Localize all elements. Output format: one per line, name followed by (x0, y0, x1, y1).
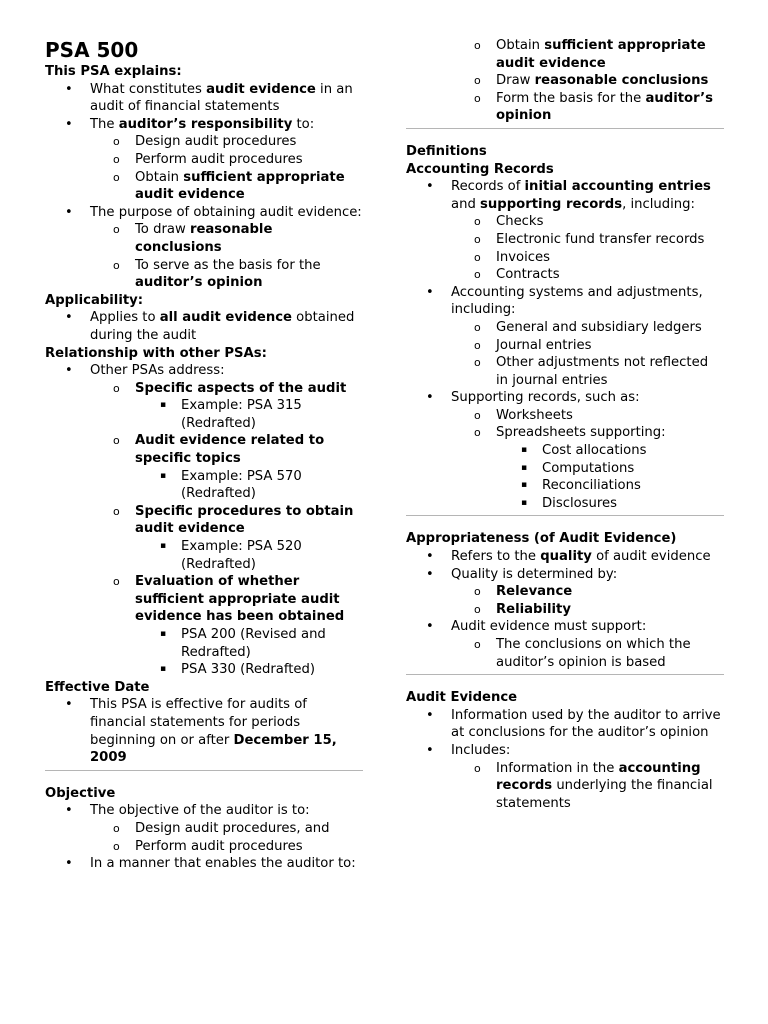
list-item: o Information in the accounting records underlying the financial statements (474, 760, 713, 811)
list-item: o Evaluation of whether sufficient appropriate audit evidence has been obtained (113, 574, 345, 625)
list-item: o Obtain sufficient appropriate audit evidence (474, 38, 706, 71)
list-item: • Applies to all audit evidence obtained during the audit (65, 310, 355, 343)
bullet-circle: o (474, 426, 481, 440)
bullet-square: ▪ (160, 629, 167, 639)
bullet-circle: o (113, 839, 120, 853)
list-item: ▪ Example: PSA 315 (Redrafted) (160, 398, 302, 431)
bullet-dot: • (426, 284, 434, 300)
list-item: • Information used by the auditor to arrive at conclusions for the auditor’s opinion (426, 707, 721, 741)
objective-heading: Objective (45, 785, 116, 801)
list-item: o Worksheets (474, 407, 573, 423)
list-item: o Perform audit procedures (113, 838, 303, 854)
bullet-circle: o (113, 258, 120, 272)
list-item: • Supporting records, such as: (426, 390, 640, 406)
right-column (406, 37, 724, 812)
bullet-circle: o (113, 381, 120, 395)
bullet-square: ▪ (160, 400, 167, 411)
accounting-records-heading: Accounting Records (406, 161, 554, 177)
list-item: o Obtain sufficient appropriate audit evidence (113, 169, 345, 203)
bullet-square: ▪ (521, 480, 528, 491)
list-item: • Includes: (426, 742, 511, 758)
bullet-circle: o (474, 761, 481, 775)
bullet-dot: • (426, 619, 434, 635)
applicability-heading: Applicability: (45, 292, 144, 308)
bullet-circle: o (474, 232, 481, 246)
list-item: o Other adjustments not reflected in journal entries (474, 355, 709, 388)
list-item: o Electronic fund transfer records (474, 231, 705, 247)
list-item: • In a manner that enables the auditor to: (65, 856, 356, 872)
list-item: ▪ Disclosures (521, 495, 618, 511)
bullet-square: ▪ (521, 445, 528, 456)
list-item: • This PSA is effective for audits of financial statements for periods beginning on or after December 15, 2009 (65, 697, 337, 766)
bullet-dot: • (426, 742, 434, 758)
bullet-circle: o (474, 338, 481, 352)
list-item: o Form the basis for the auditor’s opinion (474, 90, 713, 124)
list-item: • Quality is determined by: (426, 566, 618, 582)
section-divider (45, 770, 363, 771)
bullet-dot: • (65, 363, 73, 379)
section-divider (406, 674, 724, 675)
list-item: • Records of initial accounting entries and supporting records, including: (426, 179, 711, 212)
bullet-circle: o (474, 356, 481, 370)
bullet-square: ▪ (160, 664, 167, 675)
list-item: o Specific aspects of the audit (113, 380, 347, 396)
list-item: ▪ Cost allocations (521, 443, 647, 459)
bullet-dot: • (65, 856, 73, 872)
list-item: • Accounting systems and adjustments, including: (426, 284, 703, 318)
list-item: o Contracts (474, 267, 560, 283)
bullet-dot: • (65, 697, 73, 713)
list-item: o Perform audit procedures (113, 151, 303, 167)
bullet-circle: o (474, 638, 481, 651)
list-item: o Draw reasonable conclusions (474, 73, 709, 89)
bullet-circle: o (474, 250, 481, 264)
bullet-circle: o (113, 170, 120, 184)
appropriateness-heading: Appropriateness (of Audit Evidence) (406, 531, 677, 547)
list-item: o Specific procedures to obtain audit evidence (113, 503, 354, 537)
list-item: o Journal entries (474, 337, 592, 353)
relationship-heading: Relationship with other PSAs: (45, 345, 267, 361)
bullet-dot: • (65, 310, 73, 326)
bullet-square: ▪ (160, 470, 167, 481)
list-item: o General and subsidiary ledgers (474, 319, 702, 335)
definitions-heading: Definitions (406, 143, 487, 159)
list-item: o To draw reasonable conclusions (113, 222, 273, 255)
section-divider (406, 515, 724, 516)
bullet-square: ▪ (521, 497, 528, 508)
bullet-dot: • (426, 566, 434, 582)
bullet-dot: • (65, 803, 73, 819)
bullet-circle: o (113, 434, 120, 448)
left-column (45, 0, 363, 873)
bullet-circle: o (474, 408, 481, 422)
bullet-dot: • (65, 81, 73, 97)
bullet-dot: • (65, 204, 73, 220)
bullet-square: ▪ (160, 541, 167, 552)
bullet-circle: o (474, 585, 481, 599)
list-item: ▪ PSA 200 (Revised and Redrafted) (160, 627, 326, 660)
list-item: ▪ Computations (521, 460, 635, 476)
audit-evidence-heading: Audit Evidence (406, 690, 518, 706)
bullet-circle: o (474, 602, 481, 616)
list-item: ▪ Example: PSA 520 (Redrafted) (160, 539, 302, 572)
list-item: o Audit evidence related to specific topics (113, 433, 325, 467)
bullet-dot: • (426, 179, 434, 195)
list-item: o Spreadsheets supporting: (474, 425, 666, 441)
bullet-circle: o (113, 504, 120, 518)
bullet-dot: • (426, 390, 434, 406)
bullet-circle: o (474, 74, 481, 88)
list-item: ▪ Example: PSA 570 (Redrafted) (160, 468, 302, 502)
list-item: o Relevance (474, 584, 573, 600)
list-item: • Other PSAs address: (65, 363, 225, 379)
list-item: ▪ Reconciliations (521, 478, 641, 494)
list-item: o To serve as the basis for the auditor’s opinion (113, 257, 321, 291)
section-divider (406, 128, 724, 129)
bullet-dot: • (426, 549, 434, 565)
bullet-dot: • (426, 707, 434, 723)
list-item: o Design audit procedures, and (113, 820, 330, 836)
list-item: • The objective of the auditor is to: (65, 803, 310, 819)
list-item: o Invoices (474, 249, 551, 265)
list-item: o The conclusions on which the auditor’s opinion is based (474, 637, 691, 670)
bullet-circle: o (474, 320, 481, 334)
list-item: • What constitutes audit evidence in an audit of financial statements (65, 81, 353, 115)
list-item: o Reliability (474, 601, 571, 617)
bullet-circle: o (113, 135, 120, 149)
bullet-circle: o (474, 268, 481, 282)
bullet-circle: o (113, 821, 120, 835)
bullet-circle: o (113, 575, 120, 589)
list-item: • Audit evidence must support: (426, 619, 647, 635)
list-item: o Design audit procedures (113, 134, 297, 150)
list-item: • The purpose of obtaining audit evidence: (65, 204, 362, 220)
list-item: ▪ PSA 330 (Redrafted) (160, 662, 316, 678)
list-item: o Checks (474, 214, 544, 230)
bullet-dot: • (65, 116, 73, 132)
list-item: • The auditor’s responsibility to: (65, 116, 315, 132)
bullet-circle: o (474, 91, 481, 105)
bullet-circle: o (113, 152, 120, 166)
bullet-circle: o (474, 215, 481, 229)
bullet-square: ▪ (521, 462, 528, 473)
bullet-circle: o (113, 223, 120, 237)
list-item: • Refers to the quality of audit evidence (426, 549, 711, 565)
page-title: PSA 500 (45, 38, 139, 62)
explains-heading: This PSA explains: (45, 64, 182, 79)
bullet-circle: o (474, 39, 481, 52)
effective-date-heading: Effective Date (45, 679, 150, 695)
